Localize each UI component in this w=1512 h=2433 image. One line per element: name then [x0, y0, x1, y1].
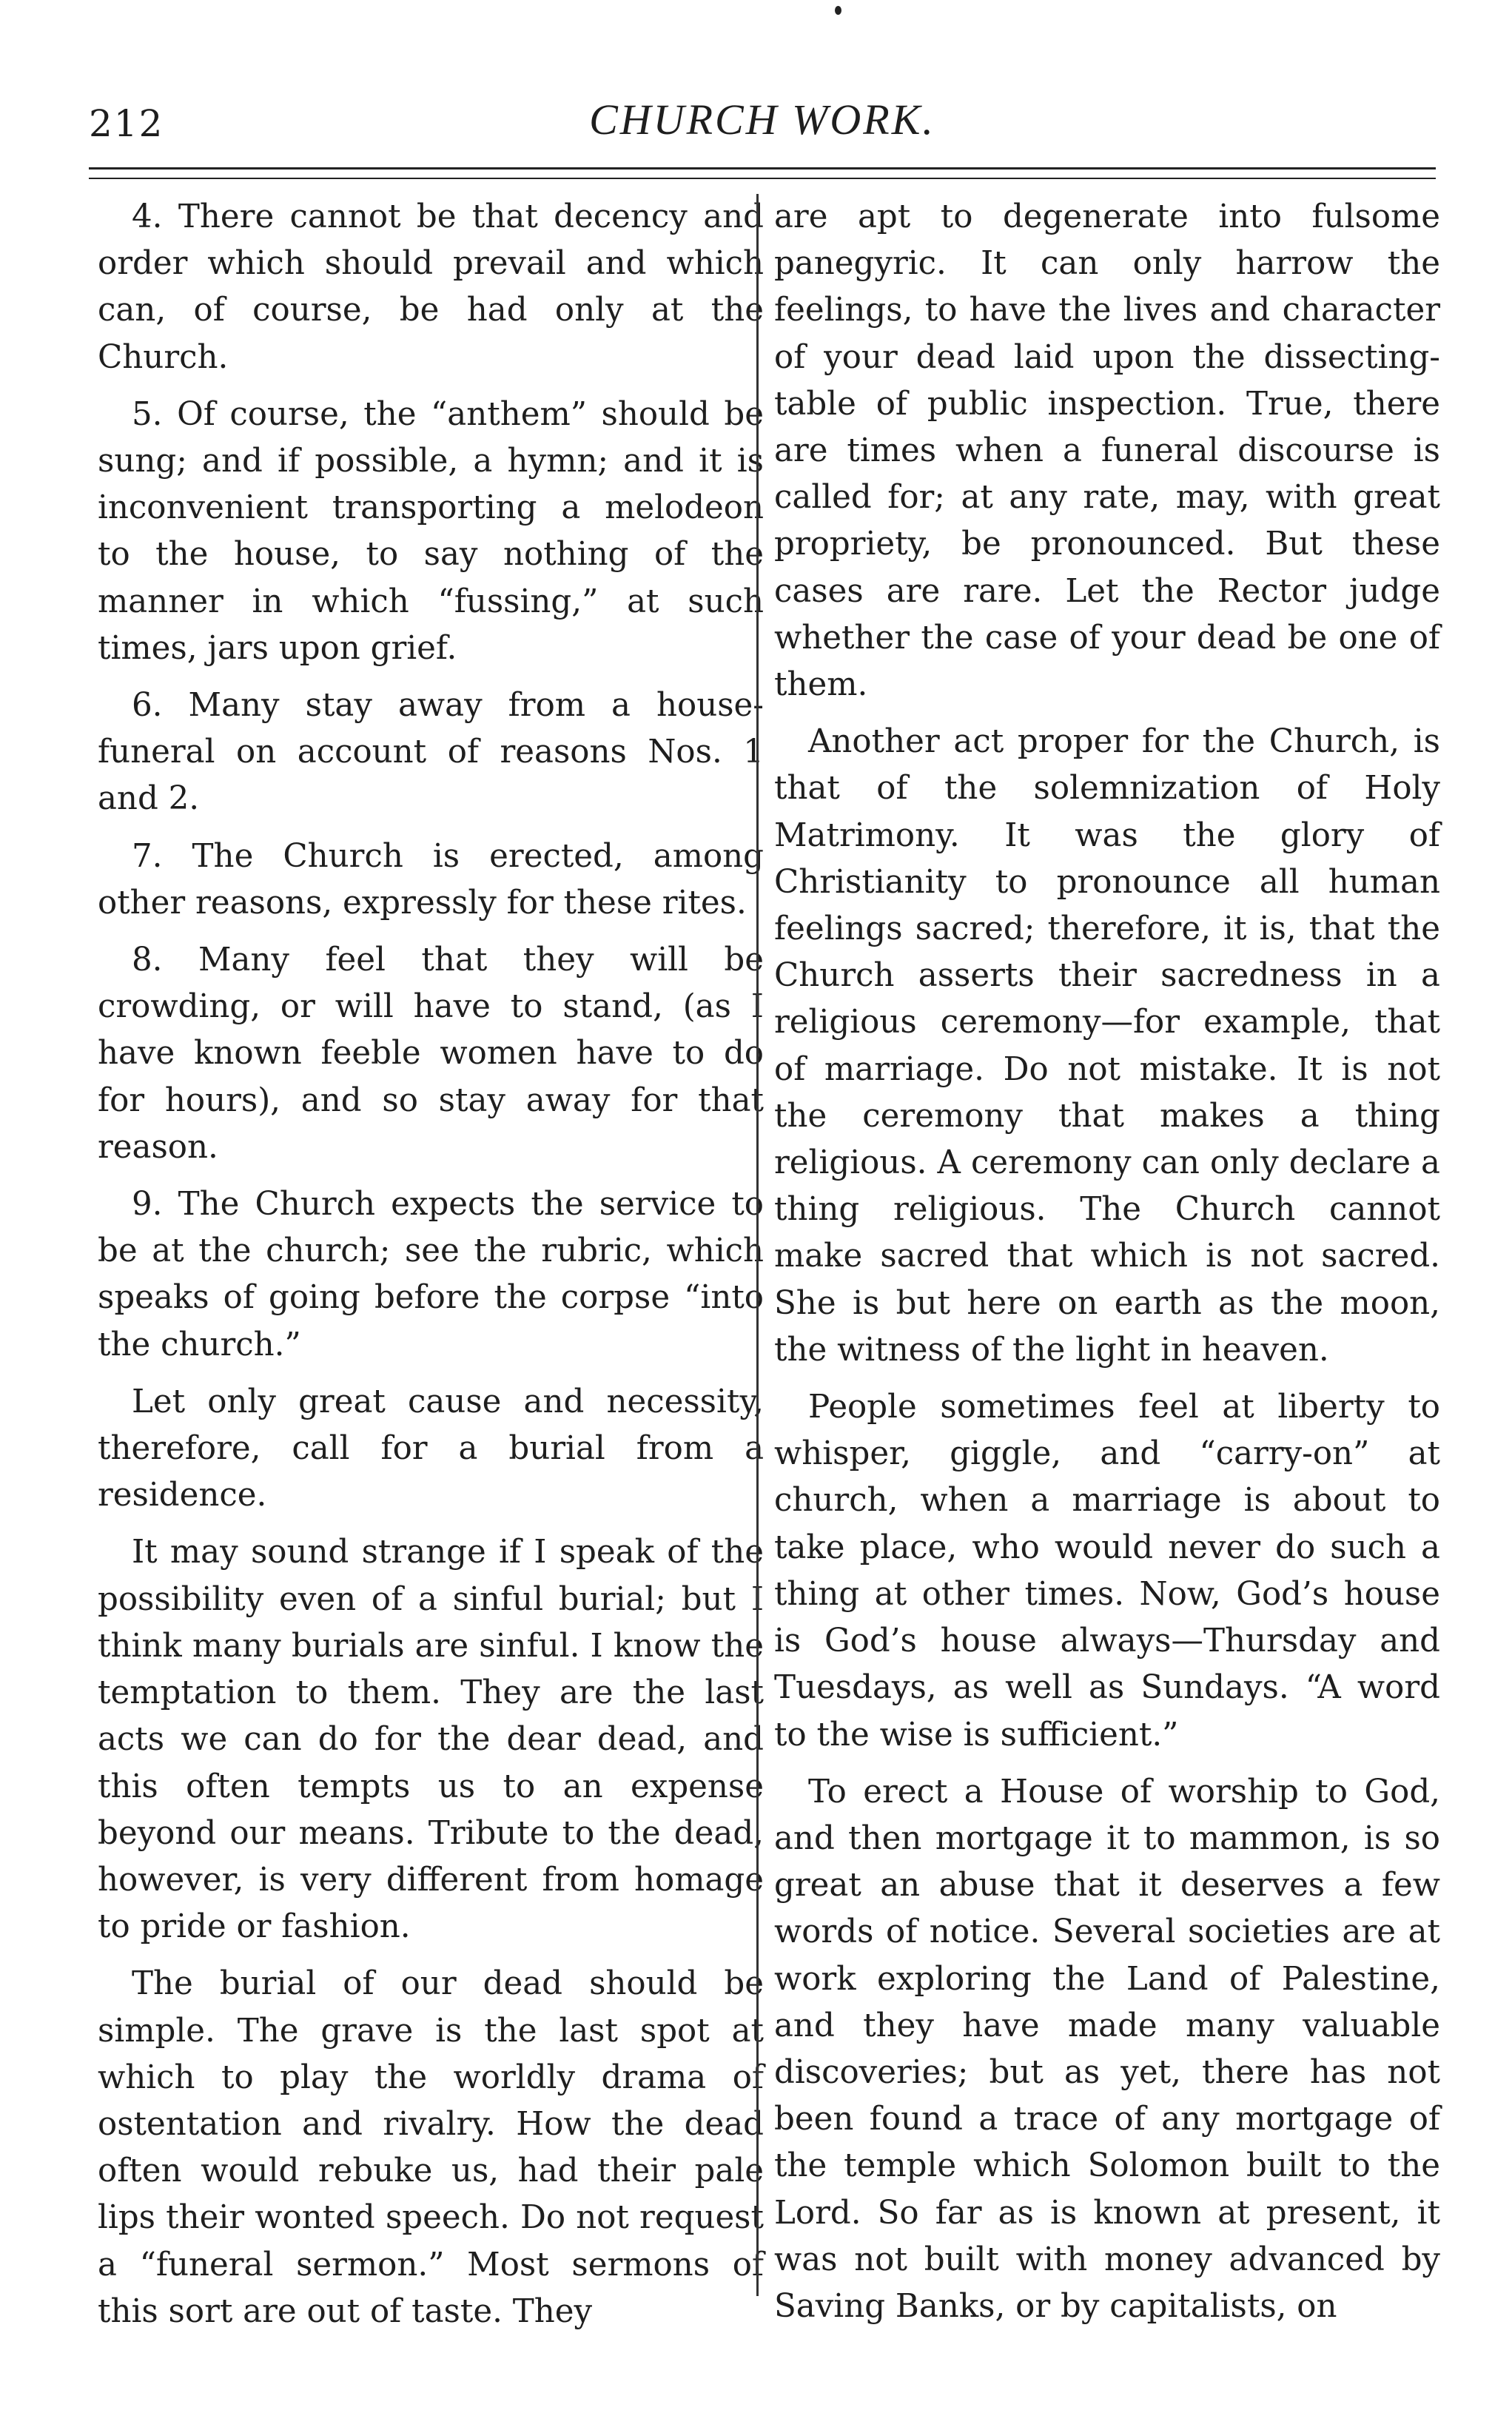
ink-speck	[835, 6, 841, 15]
header-rule	[89, 167, 1436, 170]
paragraph: Another act proper for the Church, is that of the solemnization of Holy Matrimony. It was the glory of Christianity to pronounce all human feelings sacred; therefore, it is, that the Church asserts their sacredness in a religious ceremony—for example, that of marriage. Do not mistake. It is not the ceremony that makes a thing religious. A ceremony can only declare a thing religious. The Church cannot make sacred that which is not sacred. She is but here on earth as the moon, the witness of the light in heaven.	[774, 723, 1440, 1369]
paragraph: To erect a House of worship to God, and then mortgage it to mammon, is so great an abuse that it deserves a few words of notice. Several societies are at work exploring the Land of Palestine, and they have made many valuable discoveries; but as yet, there has not been found a trace of any mortgage of the temple which Solomon built to the Lord. So far as is known at present, it was not built with money advanced by Saving Banks, or by capitalists, on	[774, 1773, 1440, 2325]
paragraph: Let only great cause and necessity, therefore, call for a burial from a residence.	[98, 1383, 764, 1514]
paragraph-continued: are apt to degenerate into fulsome panegyric. It can only harrow the feelings, to have the lives and character of your dead laid upon the dissecting-table of public inspection. True, there are times when a funeral discourse is called for; at any rate, may, with great propriety, be pronounced. But these cases are rare. Let the Rector judge whether the case of your dead be one of them.	[774, 198, 1440, 704]
left-column	[98, 194, 764, 2346]
paragraph: 7. The Church is erected, among other reasons, expressly for these rites.	[98, 837, 764, 922]
running-head: CHURCH WORK.	[589, 95, 935, 144]
paragraph: 8. Many feel that they will be crowding, or will have to stand, (as I have known feeble women have to do for hours), and so stay away for that reason.	[98, 942, 764, 1166]
paragraph: 5. Of course, the “anthem” should be sung; and if possible, a hymn; and it is inconvenient transporting a melodeon to the house, to say nothing of the manner in which “fussing,” at such times, jars upon grief.	[98, 395, 764, 667]
paragraph: It may sound strange if I speak of the possibility even of a sinful burial; but I think many burials are sinful. I know the temptation to them. They are the last acts we can do for the dear dead, and this often tempts us to an expense beyond our means. Tribute to the dead, however, is very different from homage to pride or fashion.	[98, 1534, 764, 1946]
paragraph: People sometimes feel at liberty to whisper, giggle, and “carry-on” at church, when a marriage is about to take place, who would never do such a thing at other times. Now, God’s house is God’s house always—Thursday and Tuesdays, as well as Sundays. “A word to the wise is sufficient.”	[774, 1389, 1440, 1754]
paragraph: 6. Many stay away from a house-funeral on account of reasons Nos. 1 and 2.	[98, 687, 764, 818]
page-header	[89, 95, 1436, 161]
page-number: 212	[89, 102, 164, 145]
header-rule-thin	[89, 178, 1436, 179]
paragraph: The burial of our dead should be simple. The grave is the last spot at which to play the worldly drama of ostentation and rivalry. How the dead often would rebuke us, had their pale lips their wonted speech. Do not request a “funeral sermon.” Most sermons of this sort are out of taste. They	[98, 1965, 764, 2330]
right-column	[774, 194, 1440, 2340]
paragraph: 9. The Church expects the service to be at the church; see the rubric, which speaks of going before the corpse “into the church.”	[98, 1186, 764, 1363]
column-divider	[756, 194, 759, 2296]
paragraph: 4. There cannot be that decency and order which should prevail and which can, of course, be had only at the Church.	[98, 198, 764, 376]
